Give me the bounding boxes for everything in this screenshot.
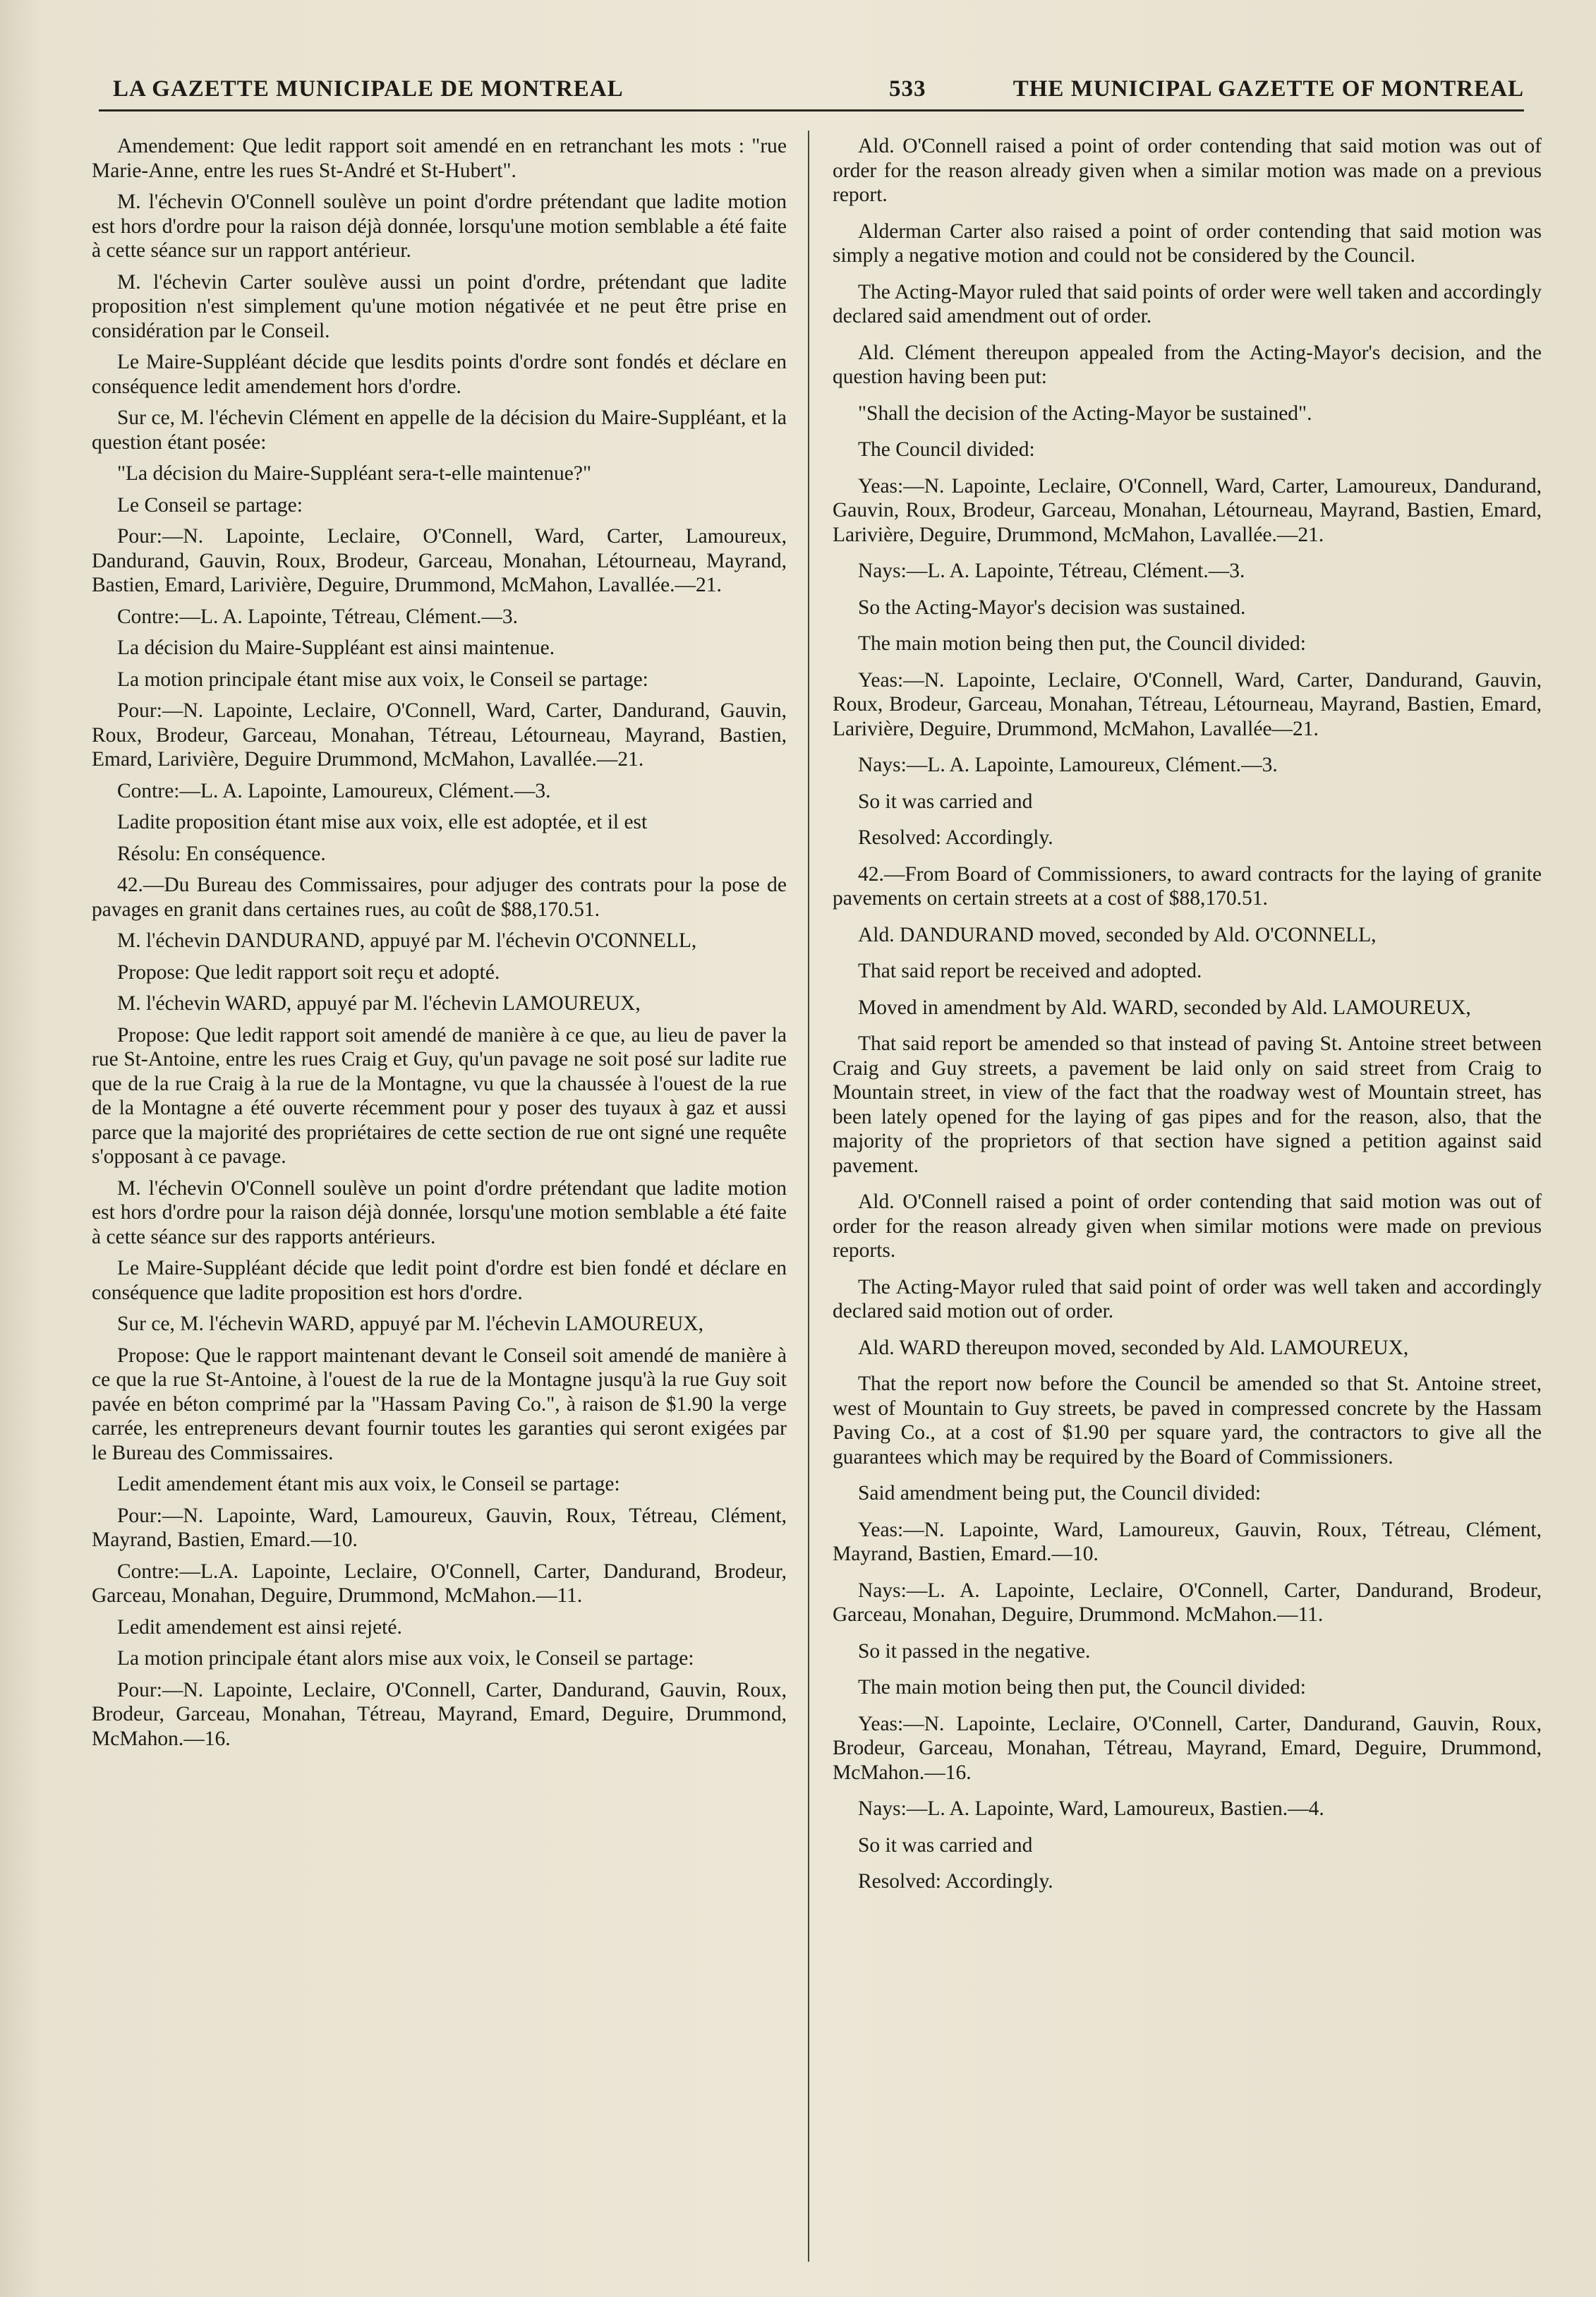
- paragraph: Pour:—N. Lapointe, Ward, Lamoureux, Gauvin, Roux, Tétreau, Clément, Mayrand, Bastien, Emard.—10.: [92, 1504, 787, 1551]
- paragraph: Amendement: Que ledit rapport soit amendé en en retranchant les mots : "rue Marie-Anne, entre les rues St-André et St-Hubert".: [92, 135, 787, 182]
- paragraph: Nays:—L. A. Lapointe, Ward, Lamoureux, Bastien.—4.: [858, 1797, 1324, 1820]
- page-number: 533: [889, 76, 926, 102]
- paragraph: Resolved: Accordingly.: [858, 1870, 1053, 1893]
- paragraph: Yeas:—N. Lapointe, Ward, Lamoureux, Gauvin, Roux, Tétreau, Clément, Mayrand, Bastien, Emard.—10.: [833, 1518, 1542, 1565]
- header-french-title: LA GAZETTE MUNICIPALE DE MONTREAL: [113, 76, 624, 102]
- paragraph: Ald. WARD thereupon moved, seconded by Ald. LAMOUREUX,: [858, 1336, 1409, 1359]
- paragraph: M. l'échevin O'Connell soulève un point d'ordre prétendant que ladite motion est hors d'ordre pour la raison déjà donnée, lorsqu'une motion semblable a été faite à cette séance sur un rapport antérieur.: [92, 191, 787, 262]
- paragraph: The Acting-Mayor ruled that said points of order were well taken and accordingly declared said amendment out of order.: [833, 280, 1542, 327]
- paragraph: Pour:—N. Lapointe, Leclaire, O'Connell, Carter, Dandurand, Gauvin, Roux, Brodeur, Garceau, Monahan, Tétreau, Mayrand, Emard, Deguire, Drummond, McMahon.—16.: [92, 1678, 787, 1750]
- paragraph: Le Maire-Suppléant décide que lesdits points d'ordre sont fondés et déclare en conséquence ledit amendement hors d'ordre.: [92, 351, 787, 398]
- paragraph: Propose: Que le rapport maintenant devant le Conseil soit amendé de manière à ce que la rue St-Antoine, à l'ouest de la rue de la Montagne jusqu'à la rue Guy soit pavée en béton comprimé par la "Hassam Paving Co.", à raison de $1.90 la verge carrée, les entrepreneurs devant fournir toutes les garanties qui seront exigées par le Bureau des Commissaires.: [92, 1344, 787, 1464]
- column-divider: [808, 131, 809, 2262]
- paragraph: The main motion being then put, the Council divided:: [858, 632, 1306, 655]
- paragraph: Ald. O'Connell raised a point of order contending that said motion was out of order for the reason already given when similar motions were made on previous reports.: [833, 1190, 1542, 1262]
- paragraph: The main motion being then put, the Council divided:: [858, 1676, 1306, 1699]
- paragraph: Contre:—L. A. Lapointe, Lamoureux, Clément.—3.: [117, 779, 551, 802]
- paragraph: Nays:—L. A. Lapointe, Lamoureux, Clément.—3.: [858, 754, 1278, 776]
- paragraph: So it was carried and: [858, 790, 1033, 813]
- paragraph: Nays:—L. A. Lapointe, Leclaire, O'Connell, Carter, Dandurand, Brodeur, Garceau, Monahan, Deguire, Drummond. McMahon.—11.: [833, 1579, 1542, 1626]
- paragraph: La motion principale étant alors mise aux voix, le Conseil se partage:: [117, 1647, 694, 1670]
- english-column: [833, 134, 1542, 1906]
- header-rule: [99, 109, 1524, 111]
- paragraph: Said amendment being put, the Council divided:: [858, 1482, 1262, 1505]
- paragraph: Moved in amendment by Ald. WARD, seconded by Ald. LAMOUREUX,: [858, 996, 1471, 1019]
- paragraph: M. l'échevin O'Connell soulève un point d'ordre prétendant que ladite motion est hors d'ordre pour la raison déjà donnée, lorsqu'une motion semblable a été faite à cette séance sur des rapports antérieurs.: [92, 1176, 787, 1248]
- paragraph: Propose: Que ledit rapport soit amendé de manière à ce que, au lieu de paver la rue St-Antoine, entre les rues Craig et Guy, qu'un pavage ne soit posé sur ladite rue que de la rue Craig à la rue de la Montagne, vu que la chaussée à l'ouest de la rue de la Montagne a été ouverte récemment pour y poser des tuyaux à gaz et aussi parce que la majorité des propriétaires de cette section de rue ont signé une requête s'opposant à ce pavage.: [92, 1023, 787, 1168]
- paragraph: Ald. Clément thereupon appealed from the Acting-Mayor's decision, and the question having been put:: [833, 341, 1542, 388]
- paragraph: Pour:—N. Lapointe, Leclaire, O'Connell, Ward, Carter, Dandurand, Gauvin, Roux, Brodeur, Garceau, Monahan, Tétreau, Létourneau, Mayrand, Bastien, Emard, Larivière, Deguire Drummond, McMahon, Lavallée.—21.: [92, 699, 787, 771]
- paragraph: Pour:—N. Lapointe, Leclaire, O'Connell, Ward, Carter, Lamoureux, Dandurand, Gauvin, Roux, Brodeur, Garceau, Monahan, Létourneau, Mayrand, Bastien, Emard, Larivière, Deguire, Drummond, McMahon, Lavallée.—21.: [92, 525, 787, 596]
- paragraph: Yeas:—N. Lapointe, Leclaire, O'Connell, Carter, Dandurand, Gauvin, Roux, Brodeur, Garceau, Monahan, Tétreau, Mayrand, Emard, Deguire, Drummond, McMahon.—16.: [833, 1712, 1542, 1784]
- paragraph: Le Conseil se partage:: [117, 493, 303, 517]
- paragraph: M. l'échevin WARD, appuyé par M. l'échevin LAMOUREUX,: [117, 992, 641, 1015]
- paragraph: So the Acting-Mayor's decision was sustained.: [858, 596, 1246, 619]
- paragraph: So it passed in the negative.: [858, 1639, 1091, 1663]
- paragraph: "Shall the decision of the Acting-Mayor be sustained".: [858, 402, 1312, 425]
- paragraph: Alderman Carter also raised a point of order contending that said motion was simply a negative motion and could not be considered by the Council.: [833, 219, 1542, 267]
- paragraph: Ald. DANDURAND moved, seconded by Ald. O'CONNELL,: [858, 923, 1377, 946]
- paragraph: That the report now before the Council be amended so that St. Antoine street, west of Mountain to Guy streets, be paved in compressed concrete by the Hassam Paving Co., at a cost of $1.90 per square yard, the contractors to give all the guarantees which may be required by the Board of Commissioners.: [833, 1373, 1542, 1469]
- paragraph: M. l'échevin Carter soulève aussi un point d'ordre, prétendant que ladite proposition n'est simplement qu'une motion négativée et ne peut être prise en considération par le Conseil.: [92, 270, 787, 342]
- paragraph: "La décision du Maire-Suppléant sera-t-elle maintenue?": [117, 462, 592, 485]
- paragraph: So it was carried and: [858, 1833, 1033, 1857]
- page-header: [99, 69, 1524, 111]
- paragraph: Ledit amendement étant mis aux voix, le Conseil se partage:: [117, 1473, 620, 1495]
- paragraph: Résolu: En conséquence.: [117, 842, 326, 865]
- paragraph: Le Maire-Suppléant décide que ledit point d'ordre est bien fondé et déclare en conséquence que ladite proposition est hors d'ordre.: [92, 1257, 787, 1304]
- paragraph: The Acting-Mayor ruled that said point of order was well taken and accordingly declared said motion out of order.: [833, 1275, 1542, 1322]
- paragraph: La décision du Maire-Suppléant est ainsi maintenue.: [117, 637, 555, 659]
- header-english-title: THE MUNICIPAL GAZETTE OF MONTREAL: [1012, 76, 1524, 102]
- paragraph: 42.—From Board of Commissioners, to award contracts for the laying of granite pavements on certain streets at a cost of $88,170.51.: [833, 862, 1542, 910]
- paragraph: Ladite proposition étant mise aux voix, elle est adoptée, et il est: [117, 811, 648, 833]
- paragraph: Resolved: Accordingly.: [858, 826, 1053, 849]
- paragraph: That said report be received and adopted.: [858, 960, 1202, 982]
- paragraph: Ledit amendement est ainsi rejeté.: [117, 1615, 402, 1639]
- paragraph: Nays:—L. A. Lapointe, Tétreau, Clément.—3.: [858, 560, 1245, 582]
- paragraph: Sur ce, M. l'échevin Clément en appelle de la décision du Maire-Suppléant, et la question étant posée:: [92, 406, 787, 454]
- paragraph: 42.—Du Bureau des Commissaires, pour adjuger des contrats pour la pose de pavages en granit dans certaines rues, au coût de $88,170.51.: [92, 874, 787, 921]
- paragraph: Contre:—L. A. Lapointe, Tétreau, Clément.—3.: [117, 605, 519, 628]
- paragraph: The Council divided:: [858, 438, 1035, 461]
- paragraph: Contre:—L.A. Lapointe, Leclaire, O'Connell, Carter, Dandurand, Brodeur, Garceau, Monahan, Deguire, Drummond, McMahon.—11.: [92, 1560, 787, 1607]
- paragraph: Sur ce, M. l'échevin WARD, appuyé par M. l'échevin LAMOUREUX,: [117, 1313, 703, 1335]
- paragraph: La motion principale étant mise aux voix, le Conseil se partage:: [117, 668, 648, 691]
- paragraph: Ald. O'Connell raised a point of order contending that said motion was out of order for the reason already given when a similar motion was made on a previous report.: [833, 135, 1542, 206]
- paragraph: Propose: Que ledit rapport soit reçu et adopté.: [117, 960, 500, 984]
- paragraph: M. l'échevin DANDURAND, appuyé par M. l'échevin O'CONNELL,: [117, 929, 697, 952]
- paragraph: That said report be amended so that instead of paving St. Antoine street between Craig and Guy streets, a pavement be laid only on said street from Craig to Mountain street, in view of the fact that the roadway west of Mountain street, has been lately opened for the laying of gas pipes and for the reason, also, that the majority of the proprietors of that section have signed a petition against said pavement.: [833, 1032, 1542, 1177]
- paragraph: Yeas:—N. Lapointe, Leclaire, O'Connell, Ward, Carter, Lamoureux, Dandurand, Gauvin, Roux, Brodeur, Garceau, Monahan, Létourneau, Mayrand, Bastien, Emard, Larivière, Deguire, Drummond, McMahon, Lavallée.—21.: [833, 474, 1542, 546]
- paragraph: Yeas:—N. Lapointe, Leclaire, O'Connell, Ward, Carter, Dandurand, Gauvin, Roux, Brodeur, Garceau, Monahan, Tétreau, Létourneau, Mayrand, Bastien, Emard, Larivière, Deguire, Drummond, McMahon, Lavallée—21.: [833, 668, 1542, 740]
- french-column: [92, 134, 787, 1758]
